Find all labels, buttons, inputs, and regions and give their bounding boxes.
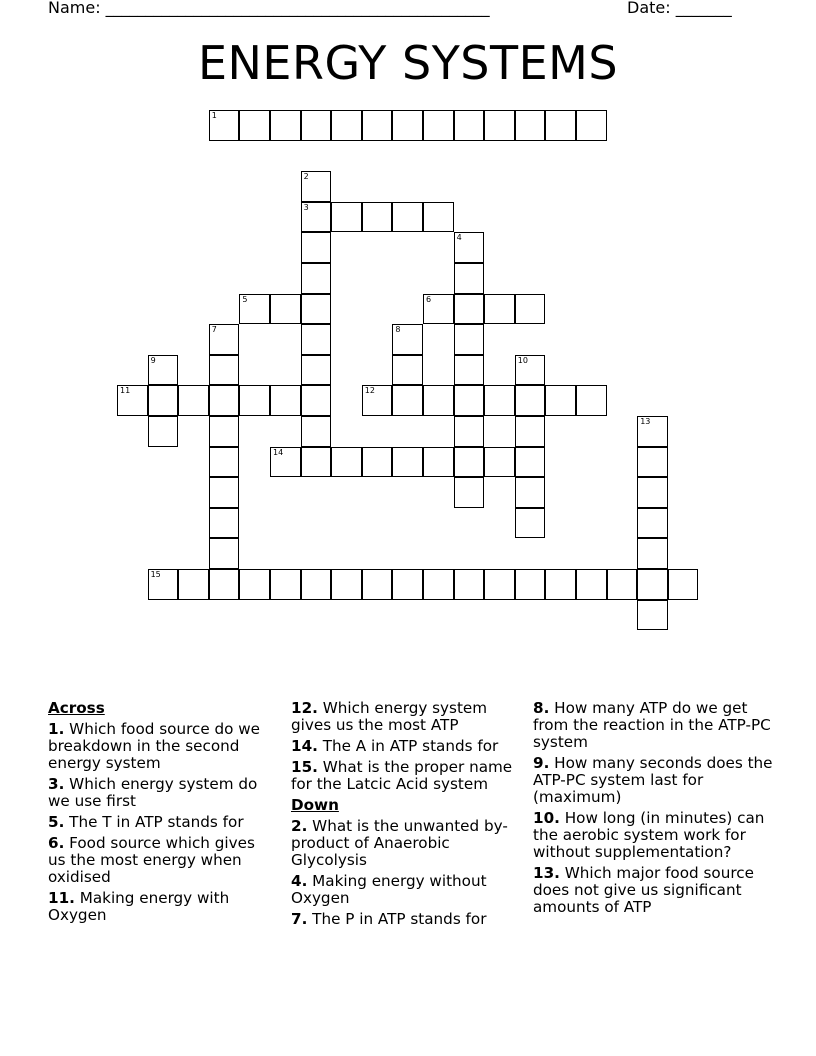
grid-cell[interactable] [239,385,270,416]
grid-cell[interactable] [301,202,332,233]
clue-text: Which major food source does not give us significant amounts of ATP [533,864,754,916]
grid-cell[interactable] [117,385,148,416]
clue-number: 2. [291,817,308,835]
clue-number: 1. [48,720,65,738]
name-field[interactable]: Name: ________________________________________________ [48,0,490,17]
grid-cell[interactable] [178,385,209,416]
cell-number: 12 [364,386,375,396]
grid-cell[interactable] [576,110,607,141]
grid-cell[interactable] [484,569,515,600]
clue-down-9 [533,755,773,806]
grid-cell[interactable] [148,416,179,447]
grid-cell[interactable] [270,110,301,141]
grid-cell[interactable] [515,110,546,141]
grid-cell[interactable] [148,355,179,386]
clue-text: The T in ATP stands for [69,813,244,831]
cell-number: 14 [273,447,284,457]
clue-text: How many seconds does the ATP-PC system last for (maximum) [533,754,773,806]
grid-cell[interactable] [484,110,515,141]
grid-cell[interactable] [301,385,332,416]
clue-across-1 [48,721,276,772]
grid-cell[interactable] [392,202,423,233]
grid-cell[interactable] [148,385,179,416]
cell-number: 1 [211,111,217,120]
grid-cell[interactable] [301,263,332,294]
grid-cell[interactable] [301,447,332,478]
grid-cell[interactable] [209,385,240,416]
cell-number: 4 [456,233,462,243]
clue-text: Making energy with Oxygen [48,889,230,924]
grid-cell[interactable] [392,110,423,141]
grid-cell[interactable] [637,416,668,447]
grid-cell[interactable] [209,416,240,447]
cell-number: 11 [120,386,131,396]
grid-cell[interactable] [209,569,240,600]
grid-cell[interactable] [301,324,332,355]
grid-cell[interactable] [454,110,485,141]
cell-number: 9 [150,355,156,365]
grid-cell[interactable] [454,477,485,508]
grid-cell[interactable] [637,538,668,569]
grid-cell[interactable] [484,385,515,416]
grid-cell[interactable] [362,202,393,233]
grid-cell[interactable] [301,110,332,141]
clue-text: Which food source do we breakdown in the second energy system [48,720,261,772]
cell-number: 5 [242,294,248,304]
clue-across-5 [48,814,276,831]
clue-across-3 [48,776,276,810]
grid-cell[interactable] [515,508,546,539]
cell-number: 2 [303,172,309,182]
clue-text: What is the proper name for the Latcic Acid system [291,758,513,793]
clue-down-2 [291,818,521,869]
clue-down-8 [533,700,773,751]
cell-number: 13 [640,417,651,426]
across-heading: Across [48,699,105,717]
grid-cell[interactable] [515,385,546,416]
grid-cell[interactable] [209,508,240,539]
grid-cell[interactable] [607,569,638,600]
clue-text: Which energy system do we use first [48,775,258,810]
grid-cell[interactable] [454,324,485,355]
grid-cell[interactable] [454,355,485,386]
grid-cell[interactable] [423,294,454,325]
cell-number: 10 [517,355,528,365]
clue-number: 8. [533,699,550,717]
grid-cell[interactable] [576,385,607,416]
clue-down-4 [291,873,521,907]
grid-cell[interactable] [454,294,485,325]
grid-cell[interactable] [270,569,301,600]
clue-text: How many ATP do we get from the reaction in the ATP-PC system [533,699,771,751]
grid-cell[interactable] [209,447,240,478]
grid-cell[interactable] [454,263,485,294]
grid-cell[interactable] [545,110,576,141]
grid-cell[interactable] [423,202,454,233]
page-title: ENERGY SYSTEMS [197,36,619,90]
grid-cell[interactable] [545,385,576,416]
clue-number: 11. [48,889,75,907]
grid-cell[interactable] [637,508,668,539]
cell-number: 15 [150,570,161,579]
grid-cell[interactable] [301,355,332,386]
date-field[interactable]: Date: _______ [627,0,732,17]
clue-down-7 [291,911,521,928]
clue-text: The A in ATP stands for [322,737,499,755]
grid-cell[interactable] [454,385,485,416]
grid-cell[interactable] [239,110,270,141]
clue-number: 15. [291,758,318,776]
clue-number: 14. [291,737,318,755]
grid-cell[interactable] [209,324,240,355]
grid-cell[interactable] [515,416,546,447]
grid-cell[interactable] [515,355,546,386]
cell-number: 7 [211,325,217,335]
grid-cell[interactable] [239,569,270,600]
grid-cell[interactable] [484,294,515,325]
grid-cell[interactable] [637,447,668,478]
clue-across-14 [291,738,521,755]
grid-cell[interactable] [209,538,240,569]
clue-down-13 [533,865,773,916]
down-heading: Down [291,796,339,814]
grid-cell[interactable] [392,385,423,416]
grid-cell[interactable] [637,600,668,631]
grid-cell[interactable] [515,477,546,508]
clue-number: 3. [48,775,65,793]
clue-text: Food source which gives us the most energy when oxidised [48,834,255,886]
clue-column-1 [48,700,276,928]
grid-cell[interactable] [178,569,209,600]
grid-cell[interactable] [484,447,515,478]
clue-across-6 [48,835,276,886]
grid-cell[interactable] [362,110,393,141]
grid-cell[interactable] [392,355,423,386]
clue-number: 4. [291,872,308,890]
clue-text: Making energy without Oxygen [291,872,487,907]
grid-cell[interactable] [331,569,362,600]
grid-cell[interactable] [362,385,393,416]
grid-cell[interactable] [515,447,546,478]
grid-cell[interactable] [392,447,423,478]
grid-cell[interactable] [515,294,546,325]
clue-number: 5. [48,813,65,831]
grid-cell[interactable] [209,355,240,386]
clue-column-2 [291,700,521,932]
clue-number: 6. [48,834,65,852]
cell-number: 6 [426,294,432,304]
grid-cell[interactable] [270,447,301,478]
clue-number: 13. [533,864,560,882]
clue-across-15 [291,759,521,793]
grid-cell[interactable] [301,569,332,600]
grid-cell[interactable] [270,294,301,325]
clue-text: What is the unwanted by-product of Anaerobic Glycolysis [291,817,508,869]
grid-cell[interactable] [331,110,362,141]
grid-cell[interactable] [423,569,454,600]
cell-number: 3 [303,202,309,212]
grid-cell[interactable] [239,294,270,325]
grid-cell[interactable] [515,569,546,600]
clue-number: 12. [291,699,318,717]
clue-across-11 [48,890,276,924]
clue-across-12 [291,700,521,734]
grid-cell[interactable] [331,202,362,233]
grid-cell[interactable] [270,385,301,416]
grid-cell[interactable] [209,477,240,508]
grid-cell[interactable] [392,324,423,355]
grid-cell[interactable] [301,416,332,447]
cell-number: 8 [395,325,401,335]
grid-cell[interactable] [423,447,454,478]
grid-cell[interactable] [545,569,576,600]
grid-cell[interactable] [423,385,454,416]
clue-text: How long (in minutes) can the aerobic system work for without supplementation? [533,809,765,861]
grid-cell[interactable] [454,416,485,447]
grid-cell[interactable] [454,447,485,478]
grid-cell[interactable] [362,569,393,600]
grid-cell[interactable] [301,294,332,325]
grid-cell[interactable] [637,477,668,508]
grid-cell[interactable] [301,232,332,263]
clue-down-10 [533,810,773,861]
grid-cell[interactable] [331,447,362,478]
clue-number: 9. [533,754,550,772]
grid-cell[interactable] [301,171,332,202]
clue-number: 10. [533,809,560,827]
grid-cell[interactable] [668,569,699,600]
grid-cell[interactable] [148,569,179,600]
grid-cell[interactable] [423,110,454,141]
grid-cell[interactable] [637,569,668,600]
grid-cell[interactable] [209,110,240,141]
grid-cell[interactable] [392,569,423,600]
clue-text: The P in ATP stands for [312,910,487,928]
clue-number: 7. [291,910,308,928]
grid-cell[interactable] [454,232,485,263]
grid-cell[interactable] [454,569,485,600]
clue-column-3 [533,700,773,920]
grid-cell[interactable] [362,447,393,478]
grid-cell[interactable] [576,569,607,600]
clue-text: Which energy system gives us the most ATP [291,699,488,734]
